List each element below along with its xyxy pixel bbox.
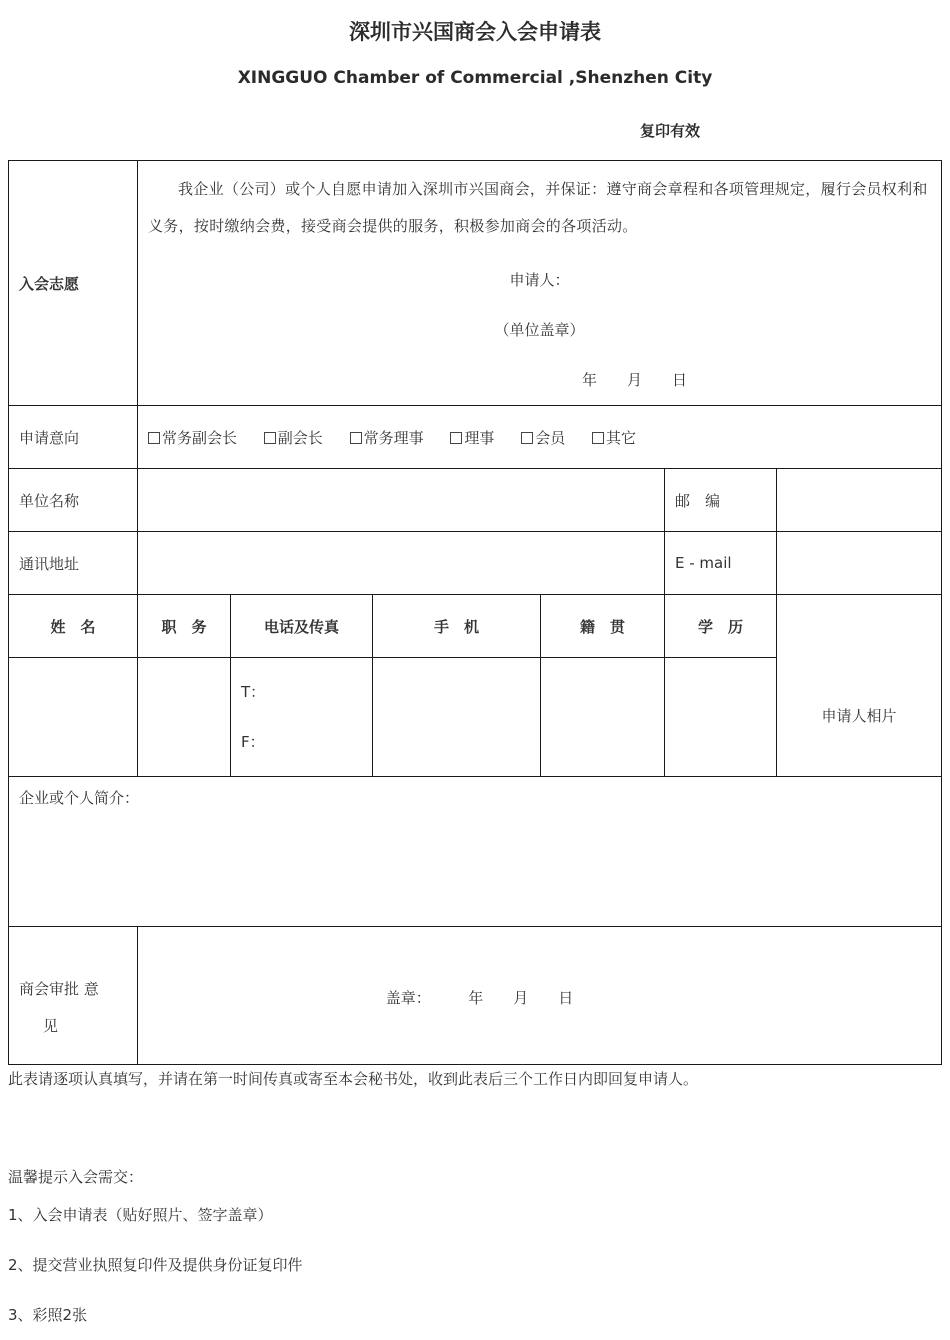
will-label: 入会志愿: [9, 161, 138, 406]
mobile-field[interactable]: [373, 658, 541, 777]
phone-label: T：: [241, 683, 266, 701]
intent-option-vice-president[interactable]: 副会长: [264, 427, 323, 448]
approval-label: [9, 927, 138, 1065]
checkbox-icon[interactable]: [148, 432, 160, 444]
org-name-label: 单位名称: [9, 469, 138, 532]
phone-fax-field[interactable]: [231, 658, 373, 777]
col-name: 姓 名: [9, 595, 138, 658]
checkbox-icon[interactable]: [521, 432, 533, 444]
intent-option-member[interactable]: 会员: [521, 427, 565, 448]
intent-option-executive-director[interactable]: 常务理事: [350, 427, 424, 448]
intent-label: 申请意向: [9, 406, 138, 469]
will-row: [9, 161, 942, 406]
position-field[interactable]: [138, 658, 231, 777]
seal-label: （单位盖章）: [494, 321, 585, 339]
will-statement: 我企业（公司）或个人自愿申请加入深圳市兴国商会，并保证：遵守商会章程和各项管理规定，履行会员权利和义务，按时缴纳会费，接受商会提供的服务，积极参加商会的各项活动。: [148, 180, 928, 235]
approval-field[interactable]: [138, 927, 942, 1065]
origin-field[interactable]: [541, 658, 665, 777]
email-label: E - mail: [665, 532, 777, 595]
org-name-field[interactable]: [138, 469, 665, 532]
name-field[interactable]: [9, 658, 138, 777]
personal-header-row: [9, 595, 942, 658]
fax-label: F：: [241, 733, 265, 751]
email-field[interactable]: [777, 532, 942, 595]
postcode-label: 邮 编: [665, 469, 777, 532]
will-cell: [138, 161, 942, 406]
intent-row: [9, 406, 942, 469]
application-form-table: [8, 160, 942, 1065]
intent-option-executive-vice-president[interactable]: 常务副会长: [148, 427, 237, 448]
approval-label-line2: 见: [43, 1016, 59, 1035]
org-name-row: [9, 469, 942, 532]
col-position: 职 务: [138, 595, 231, 658]
applicant-label: 申请人：: [509, 271, 570, 289]
checkbox-icon[interactable]: [450, 432, 462, 444]
checkbox-icon[interactable]: [350, 432, 362, 444]
approval-row: [9, 927, 942, 1065]
tips-title: 温馨提示入会需交：: [8, 1168, 144, 1186]
tip-item: 1、入会申请表（贴好照片、签字盖章）: [8, 1206, 273, 1224]
copy-valid-note: 复印有效: [640, 122, 701, 140]
approval-label-line1: 商会审批 意: [19, 979, 99, 998]
address-label: 通讯地址: [9, 532, 138, 595]
col-phone-fax: 电话及传真: [231, 595, 373, 658]
tip-item: 2、提交营业执照复印件及提供身份证复印件: [8, 1256, 303, 1274]
address-row: [9, 532, 942, 595]
form-subtitle: XINGGUO Chamber of Commercial ,Shenzhen City: [237, 68, 713, 88]
checkbox-icon[interactable]: [592, 432, 604, 444]
form-title: 深圳市兴国商会入会申请表: [349, 20, 601, 44]
intro-field[interactable]: [9, 777, 942, 927]
address-field[interactable]: [138, 532, 665, 595]
education-field[interactable]: [665, 658, 777, 777]
intent-options: [138, 406, 942, 469]
intent-option-other[interactable]: 其它: [592, 427, 636, 448]
intro-label: 企业或个人简介：: [19, 789, 140, 807]
intro-row: [9, 777, 942, 927]
photo-cell[interactable]: [777, 595, 942, 777]
approval-seal-date: 盖章： 年 月 日: [385, 989, 574, 1007]
photo-label: 申请人相片: [821, 707, 897, 725]
postcode-field[interactable]: [777, 469, 942, 532]
col-origin: 籍 贯: [541, 595, 665, 658]
col-mobile: 手 机: [373, 595, 541, 658]
checkbox-icon[interactable]: [264, 432, 276, 444]
will-date: 年 月 日: [582, 371, 688, 389]
footer-note: 此表请逐项认真填写，并请在第一时间传真或寄至本会秘书处，收到此表后三个工作日内即回复申请人。: [8, 1070, 699, 1088]
tip-item: 3、彩照2张: [8, 1306, 88, 1324]
col-education: 学 历: [665, 595, 777, 658]
intent-option-director[interactable]: 理事: [450, 427, 494, 448]
